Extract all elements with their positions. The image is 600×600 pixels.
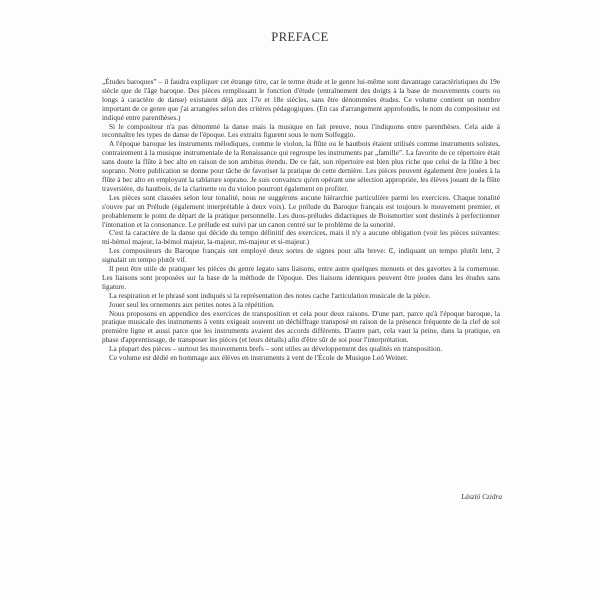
paragraph: A l'époque baroque les instruments mélodiques, comme le violon, la flûte ou le hautbois étaient utilisés comme instruments solistes, contrairement à la musique instrumentale de la Renaissance qui regroupe les instruments par „famille”. La favorite de ce répertoire était sans doute la flûte à bec alto en raison de son ambitus étendu. De ce fait, son répertoire est bien plus riche que celui de la flûte à bec soprano. Notre publication se donne pour tâche de favoriser la pratique de cette dernière. Les pièces peuvent également être jouées à la flûte à bec alto en employant la tablature soprano. Je suis convaincu qu'en opérant une sélection appropriée, les élèves jouant de la flûte traversière, du hautbois, de la clarinette ou du violon pourront également en profiter. — [102, 139, 500, 193]
paragraph: C'est la caractère de la danse qui décide du tempo définitif des exercices, mais il n'y a aucune obligation (voir les pièces suivantes: mi-bémol majeur, la-bémol majeur, la-majeur, mi-majeur et si-majeur.) — [102, 228, 500, 247]
paragraph: Il peut être utile de pratiquer les pièces du genre legato sans liaisons, entre autre quelques menuets et des gavottes à la cornemuse. Les liaisons sont proposées sur la base de la méthode de l'époque. Des liaisons identiques peuvent être jouées dans les études sans ligature. — [102, 264, 500, 291]
paragraph: Jouer seul les ornements aux petites notes à la répétition. — [109, 299, 275, 309]
paragraph: Les pièces sont classées selon leur tonalité, nous ne suggérons aucune hiérarchie particulière parmi les exercices. Chaque tonalité s'ouvre par un Prélude (également interprétable à deux voix). Le prélude du Baroque français est toujours le mouvement premier, et probablement le point de départ de la pratique personnelle. Les duos-préludes didactiques de Boismortier sont destinés à perfectionner l'intonation et la consonance. Le prélude est suivi par un canon centré sur le problème de la sonorité. — [102, 192, 500, 229]
paragraph: Si le compositeur n'a pas dénommé la danse mais la musique en fait preuve, nous l'indiquons entre parenthèses. Cela aide à reconnaître les types de danse de l'époque. Les extraits figurent sous le nom Solfeggio. — [102, 121, 500, 140]
author-signature: László Czidra — [461, 492, 502, 501]
paragraph: La respiration et le phrasé sont indiqués si la représentation des notes cache l'articulation musicale de la pièce. — [109, 290, 431, 300]
paragraph: La plupart des pièces – surtout les mouvements brefs – sont utiles au développement des qualités en transposition. — [109, 344, 443, 354]
page-title: PREFACE — [271, 30, 329, 44]
paragraph: Nous proposons en appendice des exercices de transposition et cela pour deux raisons. D'une part, parce qu'à l'époque baroque, la pratique musicale des instruments à vents exigeait souvent un déchiffrage transposé en raison de la présence fréquente de la clef de sol première ligne et aussi parce que les instruments avaient des accords différents. D'autre part, cela vaut la peine, dans la pratique, en phase d'apprentissage, de transposer les pièces (et leurs détails) afin d'être sûr de soi pour l'interprétation. — [102, 308, 500, 345]
paragraph: Les compositeurs du Baroque français ont employé deux sortes de signes pour alla breve: ₵, indiquant un tempo plutôt lent, 2 signalait un tempo plutôt vif. — [102, 246, 500, 265]
paragraph: Ce volume est dédié en hommage aux élèves en instruments à vent de l'École de Musique Leó Weiner. — [109, 353, 408, 363]
paragraph: „Études baroques” – il faudra expliquer cet étrange titre, car le terme étude et le genre lui-même sont davantage caractéristiques du 19e siècle que de l'âge baroque. Des pièces remplissant le fonction d'étude (entraînement des doigts à la base de mouvements courts ou longs à caractère de danse) existaient déjà aux 17e et 18e siècles, sans être dénommées études. Ce volume contient un nombre important de ce genre que j'ai arrangées selon des critères pédagogiques. (En cas d'arrangement approfondis, le nom du compositeur est indiqué entre parenthèses.) — [102, 77, 500, 122]
preface-body — [102, 78, 500, 363]
